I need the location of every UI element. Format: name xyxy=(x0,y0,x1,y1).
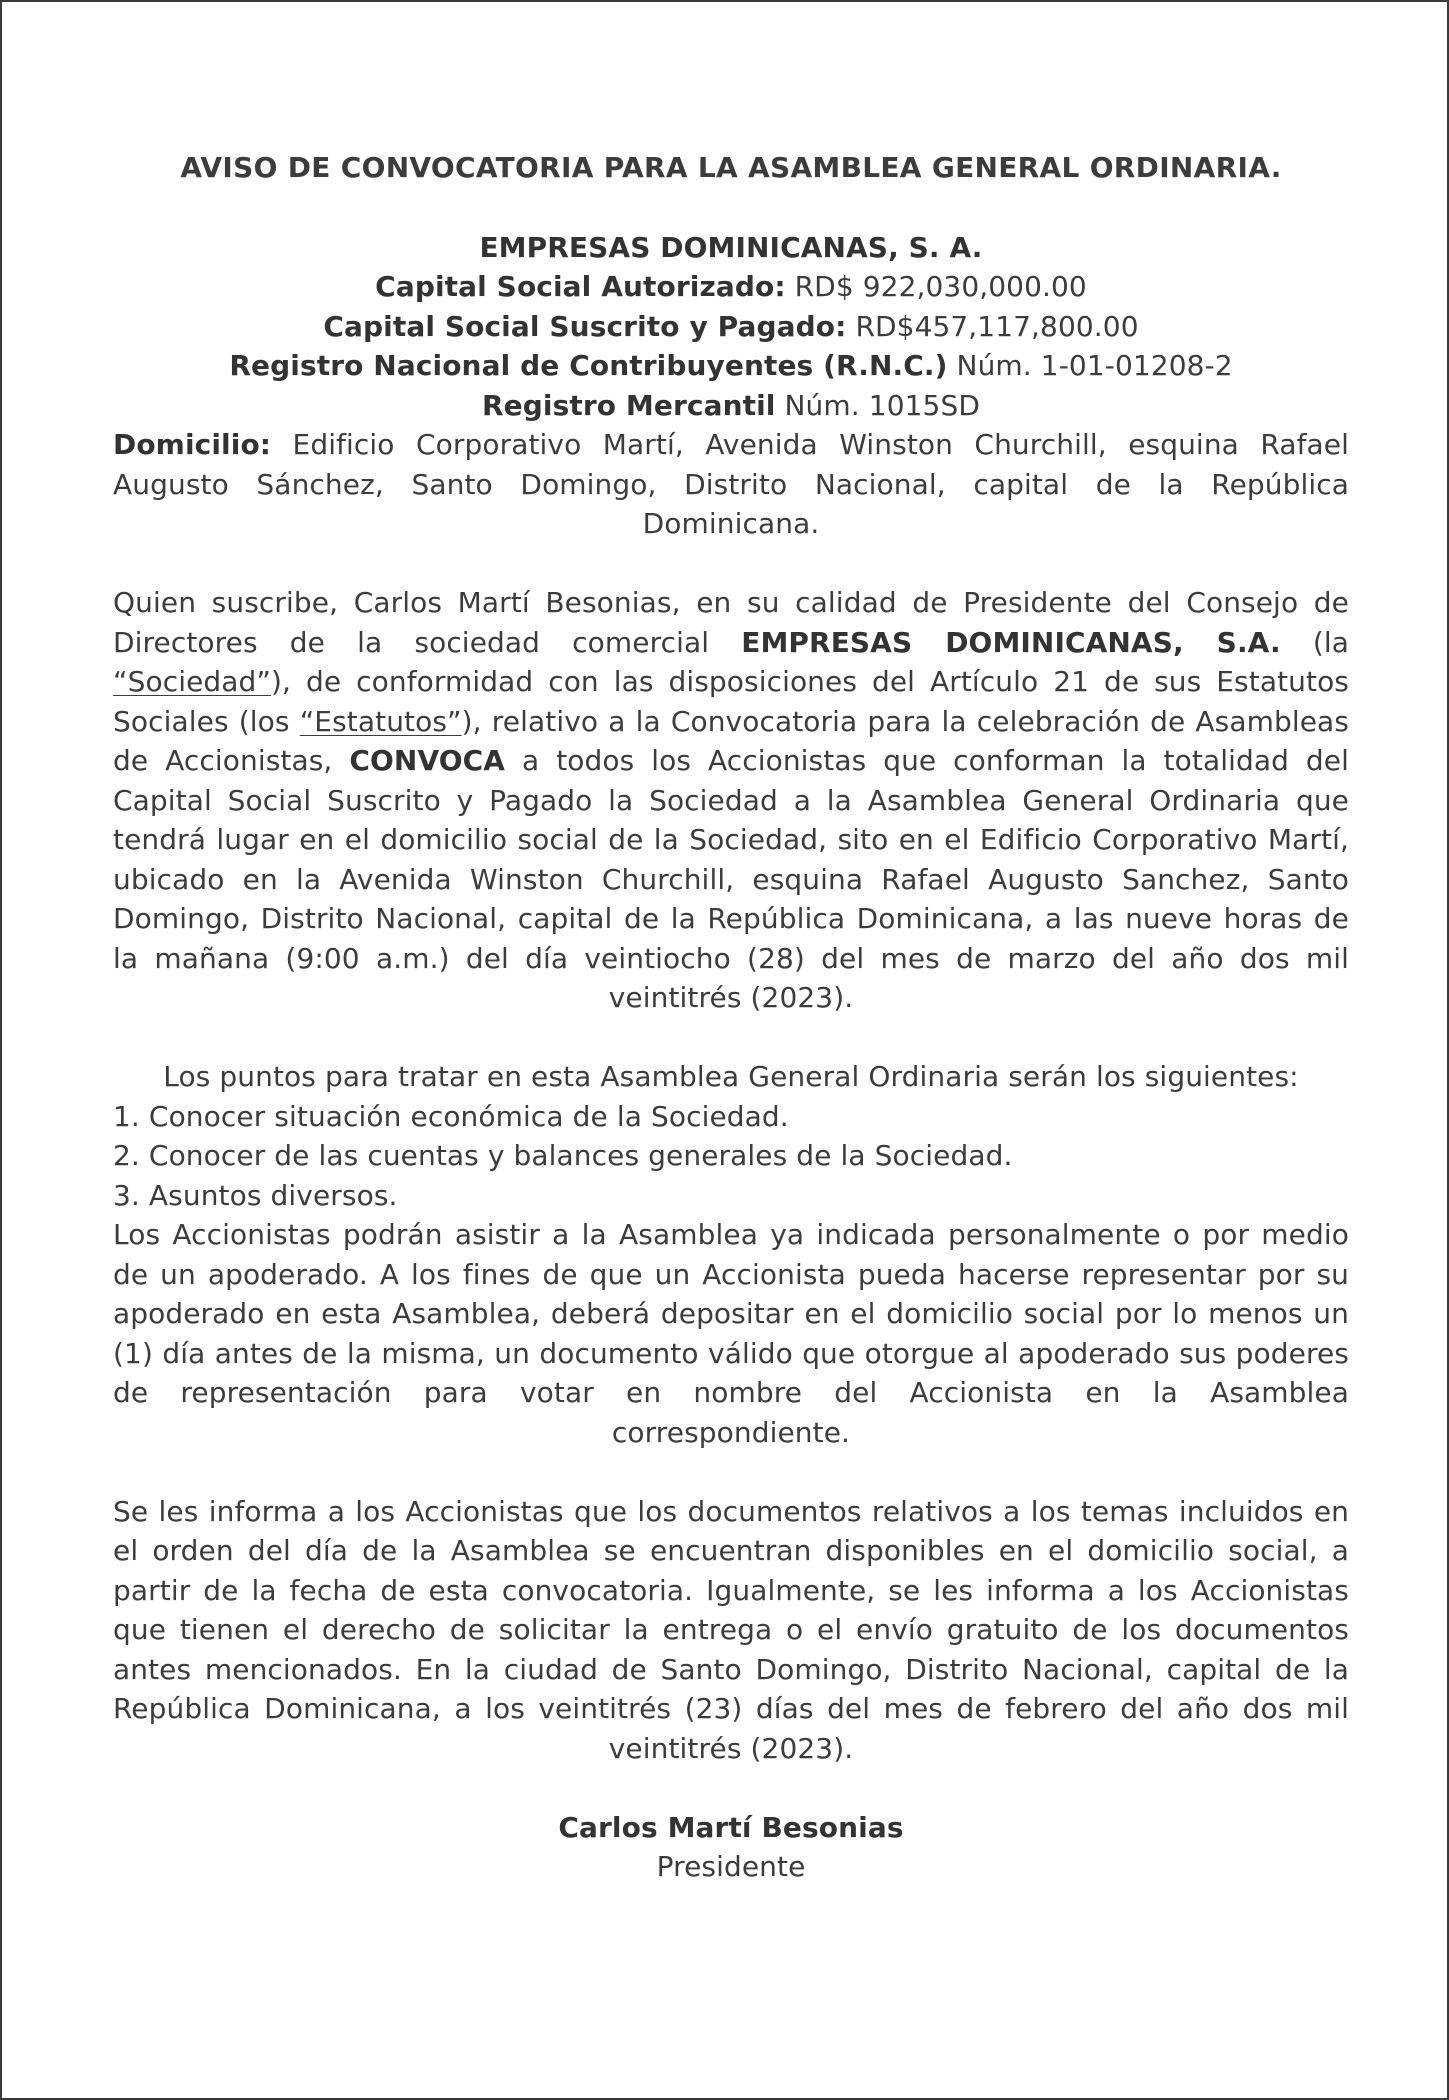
capital-autorizado-line xyxy=(113,267,1349,307)
domicilio-paragraph xyxy=(113,425,1349,544)
mercantil-value: Núm. 1015SD xyxy=(775,388,980,422)
rnc-line xyxy=(113,346,1349,386)
agenda-item: 1. Conocer situación económica de la Sociedad. xyxy=(113,1099,789,1133)
convocation-company: EMPRESAS DOMINICANAS, S.A. xyxy=(741,625,1281,659)
domicilio-label: Domicilio: xyxy=(113,428,272,461)
notice-title: AVISO DE CONVOCATORIA PARA LA ASAMBLEA GENERAL ORDINARIA. xyxy=(180,151,1282,184)
convocation-text-2: (la xyxy=(1280,625,1349,659)
agenda-intro: Los puntos para tratar en esta Asamblea General Ordinaria serán los siguientes: xyxy=(163,1060,1299,1093)
estatutos-term: “Estatutos” xyxy=(299,704,462,738)
convoca-keyword: CONVOCA xyxy=(349,744,506,777)
notice-content xyxy=(113,148,1349,1887)
mercantil-label: Registro Mercantil xyxy=(482,388,776,422)
convocation-paragraph xyxy=(113,583,1349,1018)
capital-autorizado-value: RD$ 922,030,000.00 xyxy=(785,270,1087,303)
capital-suscrito-label: Capital Social Suscrito y Pagado: xyxy=(323,309,847,343)
capital-autorizado-label: Capital Social Autorizado: xyxy=(375,270,786,303)
rnc-value: Núm. 1-01-01208-2 xyxy=(947,349,1233,382)
domicilio-value: Edificio Corporativo Martí, Avenida Winston Churchill, esquina Rafael Augusto Sánchez, Santo Domingo, Distrito Nacional, capital de la República Dominicana. xyxy=(113,428,1349,540)
convocation-text-5: a todos los Accionistas que conforman la totalidad del Capital Social Suscrito y Pagado la Sociedad a la Asamblea General Ordinaria que tendrá lugar en el domicilio social de la Sociedad, sito en el Edificio Corporativo Martí, ubicado en la Avenida Winston Churchill, esquina Rafael Augusto Sanchez, Santo Domingo, Distrito Nacional, capital de la República Dominicana, a las nueve horas de la mañana (9:00 a.m.) del día veintiocho (28) del mes de marzo del año dos mil veintitrés (2023). xyxy=(113,744,1349,1014)
agenda-item: 2. Conocer de las cuentas y balances generales de la Sociedad. xyxy=(113,1139,1013,1172)
information-paragraph: Se les informa a los Accionistas que los documentos relativos a los temas incluidos en el orden del día de la Asamblea se encuentran disponibles en el domicilio social, a partir de la fecha de esta convocatoria. Igualmente, se les informa a los Accionistas que tienen el derecho de solicitar la entrega o el envío gratuito de los documentos antes mencionados. En la ciudad de Santo Domingo, Distrito Nacional, capital de la República Dominicana, a los veintitrés (23) días del mes de febrero del año dos mil veintitrés (2023). xyxy=(113,1494,1349,1765)
agenda-item: 3. Asuntos diversos. xyxy=(113,1178,398,1212)
convocation-text-1: Quien suscribe, Carlos Martí Besonias, en su calidad de Presidente del Consejo de Directores de la sociedad comercial xyxy=(113,586,1349,659)
spacer xyxy=(113,1768,1349,1808)
sociedad-term: “Sociedad” xyxy=(113,665,272,698)
capital-suscrito-line xyxy=(113,307,1349,347)
company-name xyxy=(113,228,1349,268)
company-name-text: EMPRESAS DOMINICANAS, S. A. xyxy=(479,230,983,264)
mercantil-line xyxy=(113,386,1349,426)
proxy-paragraph: Los Accionistas podrán asistir a la Asamblea ya indicada personalmente o por medio de un apoderado. A los fines de que un Accionista pueda hacerse representar por su apoderado en esta Asamblea, deberá depositar en el domicilio social por lo menos un (1) día antes de la misma, un documento válido que otorgue al apoderado sus poderes de representación para votar en nombre del Accionista en la Asamblea correspondiente. xyxy=(113,1218,1349,1449)
convocation-text-3: ), de conformidad con las disposiciones del Artículo 21 de sus Estatutos Sociales (los xyxy=(113,665,1349,738)
signatory-name: Carlos Martí Besonias xyxy=(558,1810,904,1844)
capital-suscrito-value: RD$457,117,800.00 xyxy=(846,309,1139,343)
rnc-label: Registro Nacional de Contribuyentes (R.N.C.) xyxy=(229,349,948,382)
spacer xyxy=(113,1018,1349,1058)
spacer xyxy=(113,1452,1349,1492)
convocation-text-4: ), relativo a la Convocatoria para la celebración de Asambleas de Accionistas, xyxy=(113,704,1349,777)
signatory-role: Presidente xyxy=(656,1850,806,1883)
spacer xyxy=(113,544,1349,584)
